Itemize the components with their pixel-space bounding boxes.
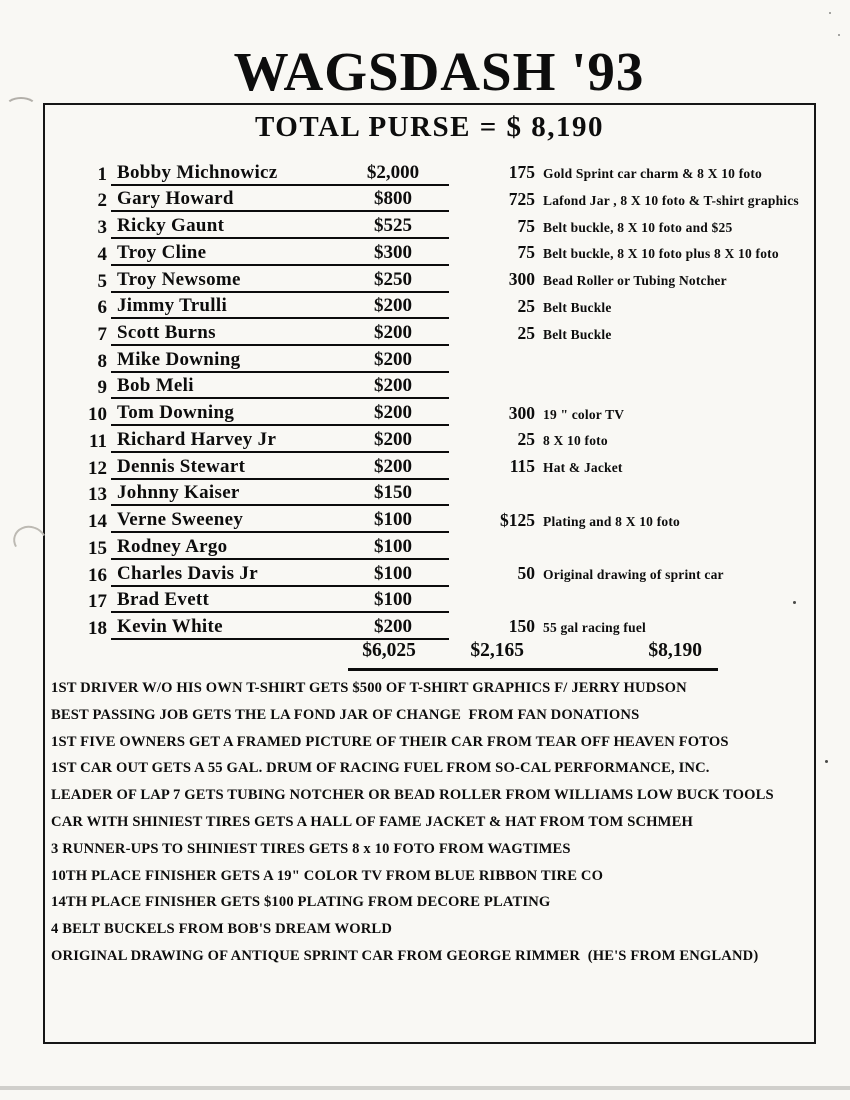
driver-name: Johnny Kaiser: [117, 482, 240, 504]
driver-name: Dennis Stewart: [117, 455, 246, 477]
note-line: LEADER OF LAP 7 GETS TUBING NOTCHER OR BEAD ROLLER FROM WILLIAMS LOW BUCK TOOLS: [51, 787, 774, 804]
row-rank: 17: [88, 591, 107, 613]
scan-speck: [793, 601, 796, 604]
table-row: [45, 560, 814, 587]
bonus-value: [449, 369, 535, 373]
row-name-amount: [111, 617, 449, 640]
table-row: [45, 587, 814, 614]
purse-amount: $250: [374, 268, 412, 290]
row-name-amount: [111, 430, 449, 453]
scan-artifact-bottom-line: [0, 1086, 850, 1090]
note-line: BEST PASSING JOB GETS THE LA FOND JAR OF CHANGE FROM FAN DONATIONS: [51, 706, 640, 723]
note-line: 1ST FIVE OWNERS GET A FRAMED PICTURE OF THEIR CAR FROM TEAR OFF HEAVEN FOTOS: [51, 733, 729, 750]
bonus-description: 19 " color TV: [543, 406, 625, 422]
page-title: WAGSDASH '93: [233, 41, 645, 102]
note-line: 1ST DRIVER W/O HIS OWN T-SHIRT GETS $500 OF T-SHIRT GRAPHICS F/ JERRY HUDSON: [51, 680, 687, 696]
purse-amount: $150: [374, 482, 412, 504]
row-rank: 16: [88, 564, 107, 586]
row-name-amount: [111, 350, 449, 373]
note-line: 10TH PLACE FINISHER GETS A 19" COLOR TV FROM BLUE RIBBON TIRE CO: [51, 867, 604, 884]
row-name-amount: [111, 296, 449, 319]
row-rank: 10: [88, 404, 107, 426]
bonus-column-total: $2,165: [470, 640, 524, 661]
driver-name: Bob Meli: [117, 375, 194, 397]
bonus-description: Original drawing of sprint car: [543, 567, 724, 582]
row-rank: 13: [88, 484, 107, 506]
bonus-value: $125: [500, 509, 535, 530]
row-rank: 12: [88, 457, 107, 479]
note-line: 14TH PLACE FINISHER GETS $100 PLATING FROM DECORE PLATING: [51, 894, 551, 911]
bonus-description: 55 gal racing fuel: [543, 620, 646, 636]
row-name-amount: [111, 564, 449, 587]
bonus-value: 25: [517, 295, 535, 316]
driver-name: Tom Downing: [117, 402, 235, 424]
scan-artifact-corner-arc: [5, 97, 37, 117]
purse-amount: $300: [374, 241, 412, 263]
purse-amount: $200: [374, 295, 412, 317]
driver-name: Ricky Gaunt: [117, 215, 225, 237]
row-rank: 11: [89, 430, 107, 452]
bonus-value: 25: [517, 322, 535, 343]
table-row: [45, 212, 814, 239]
bonus-description: Belt buckle, 8 X 10 foto and $25: [543, 219, 733, 235]
bonus-description: Plating and 8 X 10 foto: [543, 513, 680, 529]
table-row: [45, 239, 814, 266]
table-row: [45, 319, 814, 346]
driver-name: Rodney Argo: [117, 535, 228, 557]
row-rank: 7: [97, 324, 107, 346]
results-table: [45, 159, 814, 640]
scan-speck: [838, 34, 840, 36]
row-rank: 9: [97, 377, 107, 399]
purse-amount: $100: [374, 509, 412, 531]
purse-amount: $200: [374, 402, 412, 424]
row-name-amount: [111, 510, 449, 533]
totals-row: [45, 640, 814, 672]
scan-speck: [829, 12, 831, 14]
row-name-amount: [111, 216, 449, 239]
row-name-amount: [111, 590, 449, 613]
bonus-description: Lafond Jar , 8 X 10 foto & T-shirt graphics: [543, 192, 799, 208]
bonus-description: Belt buckle, 8 X 10 foto plus 8 X 10 foto: [543, 246, 779, 262]
bonus-value: 50: [517, 563, 535, 583]
driver-name: Scott Burns: [117, 322, 216, 344]
row-name-amount: [111, 270, 449, 293]
purse-amount: $800: [374, 188, 412, 210]
bonus-value: [449, 609, 535, 613]
purse-amount: $200: [374, 615, 412, 637]
total-purse-heading: TOTAL PURSE = $ 8,190: [254, 111, 605, 143]
content-box: [43, 103, 816, 1044]
purse-amount: $525: [374, 215, 412, 237]
purse-amount: $200: [374, 455, 412, 477]
table-row: [45, 506, 814, 533]
table-row: [45, 346, 814, 373]
note-line: 1ST CAR OUT GETS A 55 GAL. DRUM OF RACING FUEL FROM SO-CAL PERFORMANCE, INC.: [51, 760, 710, 777]
totals-underline: [348, 668, 718, 671]
driver-name: Bobby Michnowicz: [117, 161, 278, 183]
table-row: [45, 293, 814, 320]
driver-name: Brad Evett: [117, 589, 210, 611]
row-rank: 6: [97, 297, 107, 319]
bonus-value: 25: [517, 429, 535, 450]
bonus-value: [449, 556, 535, 560]
driver-name: Charles Davis Jr: [117, 562, 258, 584]
driver-name: Richard Harvey Jr: [117, 428, 277, 450]
table-row: [45, 613, 814, 640]
row-rank: 15: [88, 537, 107, 559]
purse-amount: $200: [374, 322, 412, 344]
grand-total: $8,190: [648, 640, 702, 661]
table-row: [45, 426, 814, 453]
purse-amount: $200: [374, 375, 412, 397]
bonus-value: 300: [508, 402, 535, 423]
row-rank: 4: [97, 243, 107, 265]
note-line: ORIGINAL DRAWING OF ANTIQUE SPRINT CAR FROM GEORGE RIMMER (HE'S FROM ENGLAND): [51, 947, 759, 964]
purse-amount: $200: [374, 348, 412, 370]
table-row: [45, 399, 814, 426]
notes-list: [51, 675, 804, 970]
table-row: [45, 186, 814, 213]
bonus-value: 300: [508, 269, 535, 290]
row-rank: 2: [97, 190, 107, 212]
bonus-description: Hat & Jacket: [543, 460, 623, 476]
driver-name: Gary Howard: [117, 188, 234, 210]
bonus-value: 75: [517, 215, 535, 236]
bonus-value: 75: [517, 242, 535, 263]
row-rank: 5: [97, 270, 107, 292]
row-name-amount: [111, 376, 449, 399]
purse-column-total: $6,025: [362, 640, 416, 661]
table-row: [45, 453, 814, 480]
purse-amount: $100: [374, 562, 412, 584]
table-row: [45, 159, 814, 186]
table-row: [45, 533, 814, 560]
note-line: 3 RUNNER-UPS TO SHINIEST TIRES GETS 8 x 10 FOTO FROM WAGTIMES: [51, 840, 571, 857]
row-name-amount: [111, 403, 449, 426]
bonus-description: Bead Roller or Tubing Notcher: [543, 273, 727, 289]
row-name-amount: [111, 243, 449, 266]
table-row: [45, 266, 814, 293]
driver-name: Troy Cline: [117, 241, 207, 263]
scan-speck: [825, 760, 828, 763]
row-rank: 14: [88, 511, 107, 533]
row-rank: 1: [97, 163, 107, 185]
row-rank: 8: [97, 350, 107, 372]
purse-amount: $200: [374, 428, 412, 450]
note-line: CAR WITH SHINIEST TIRES GETS A HALL OF FAME JACKET & HAT FROM TOM SCHMEH: [51, 813, 693, 830]
purse-amount: $2,000: [366, 161, 420, 183]
row-name-amount: [111, 483, 449, 506]
bonus-description: Gold Sprint car charm & 8 X 10 foto: [543, 166, 762, 182]
bonus-value: 175: [508, 162, 535, 183]
driver-name: Verne Sweeney: [117, 509, 244, 531]
row-name-amount: [111, 323, 449, 346]
bonus-value: [449, 502, 535, 506]
purse-amount: $100: [374, 589, 412, 611]
bonus-value: 150: [508, 616, 535, 637]
bonus-description: Belt Buckle: [543, 299, 612, 315]
row-name-amount: [111, 189, 449, 212]
driver-name: Jimmy Trulli: [117, 295, 228, 317]
bonus-value: [449, 395, 535, 399]
bonus-value: 115: [509, 456, 535, 477]
purse-amount: $100: [374, 535, 412, 557]
driver-name: Mike Downing: [117, 348, 241, 370]
bonus-description: 8 X 10 foto: [543, 433, 608, 449]
note-line: 4 BELT BUCKELS FROM BOB'S DREAM WORLD: [51, 921, 393, 938]
row-rank: 3: [97, 217, 107, 239]
table-row: [45, 480, 814, 507]
driver-name: Troy Newsome: [117, 268, 241, 290]
driver-name: Kevin White: [117, 615, 223, 637]
table-row: [45, 373, 814, 400]
bonus-description: Belt Buckle: [543, 326, 612, 342]
row-rank: 18: [88, 617, 107, 639]
row-name-amount: [111, 457, 449, 480]
bonus-value: 725: [508, 188, 535, 209]
row-name-amount: [111, 163, 449, 186]
row-name-amount: [111, 537, 449, 560]
